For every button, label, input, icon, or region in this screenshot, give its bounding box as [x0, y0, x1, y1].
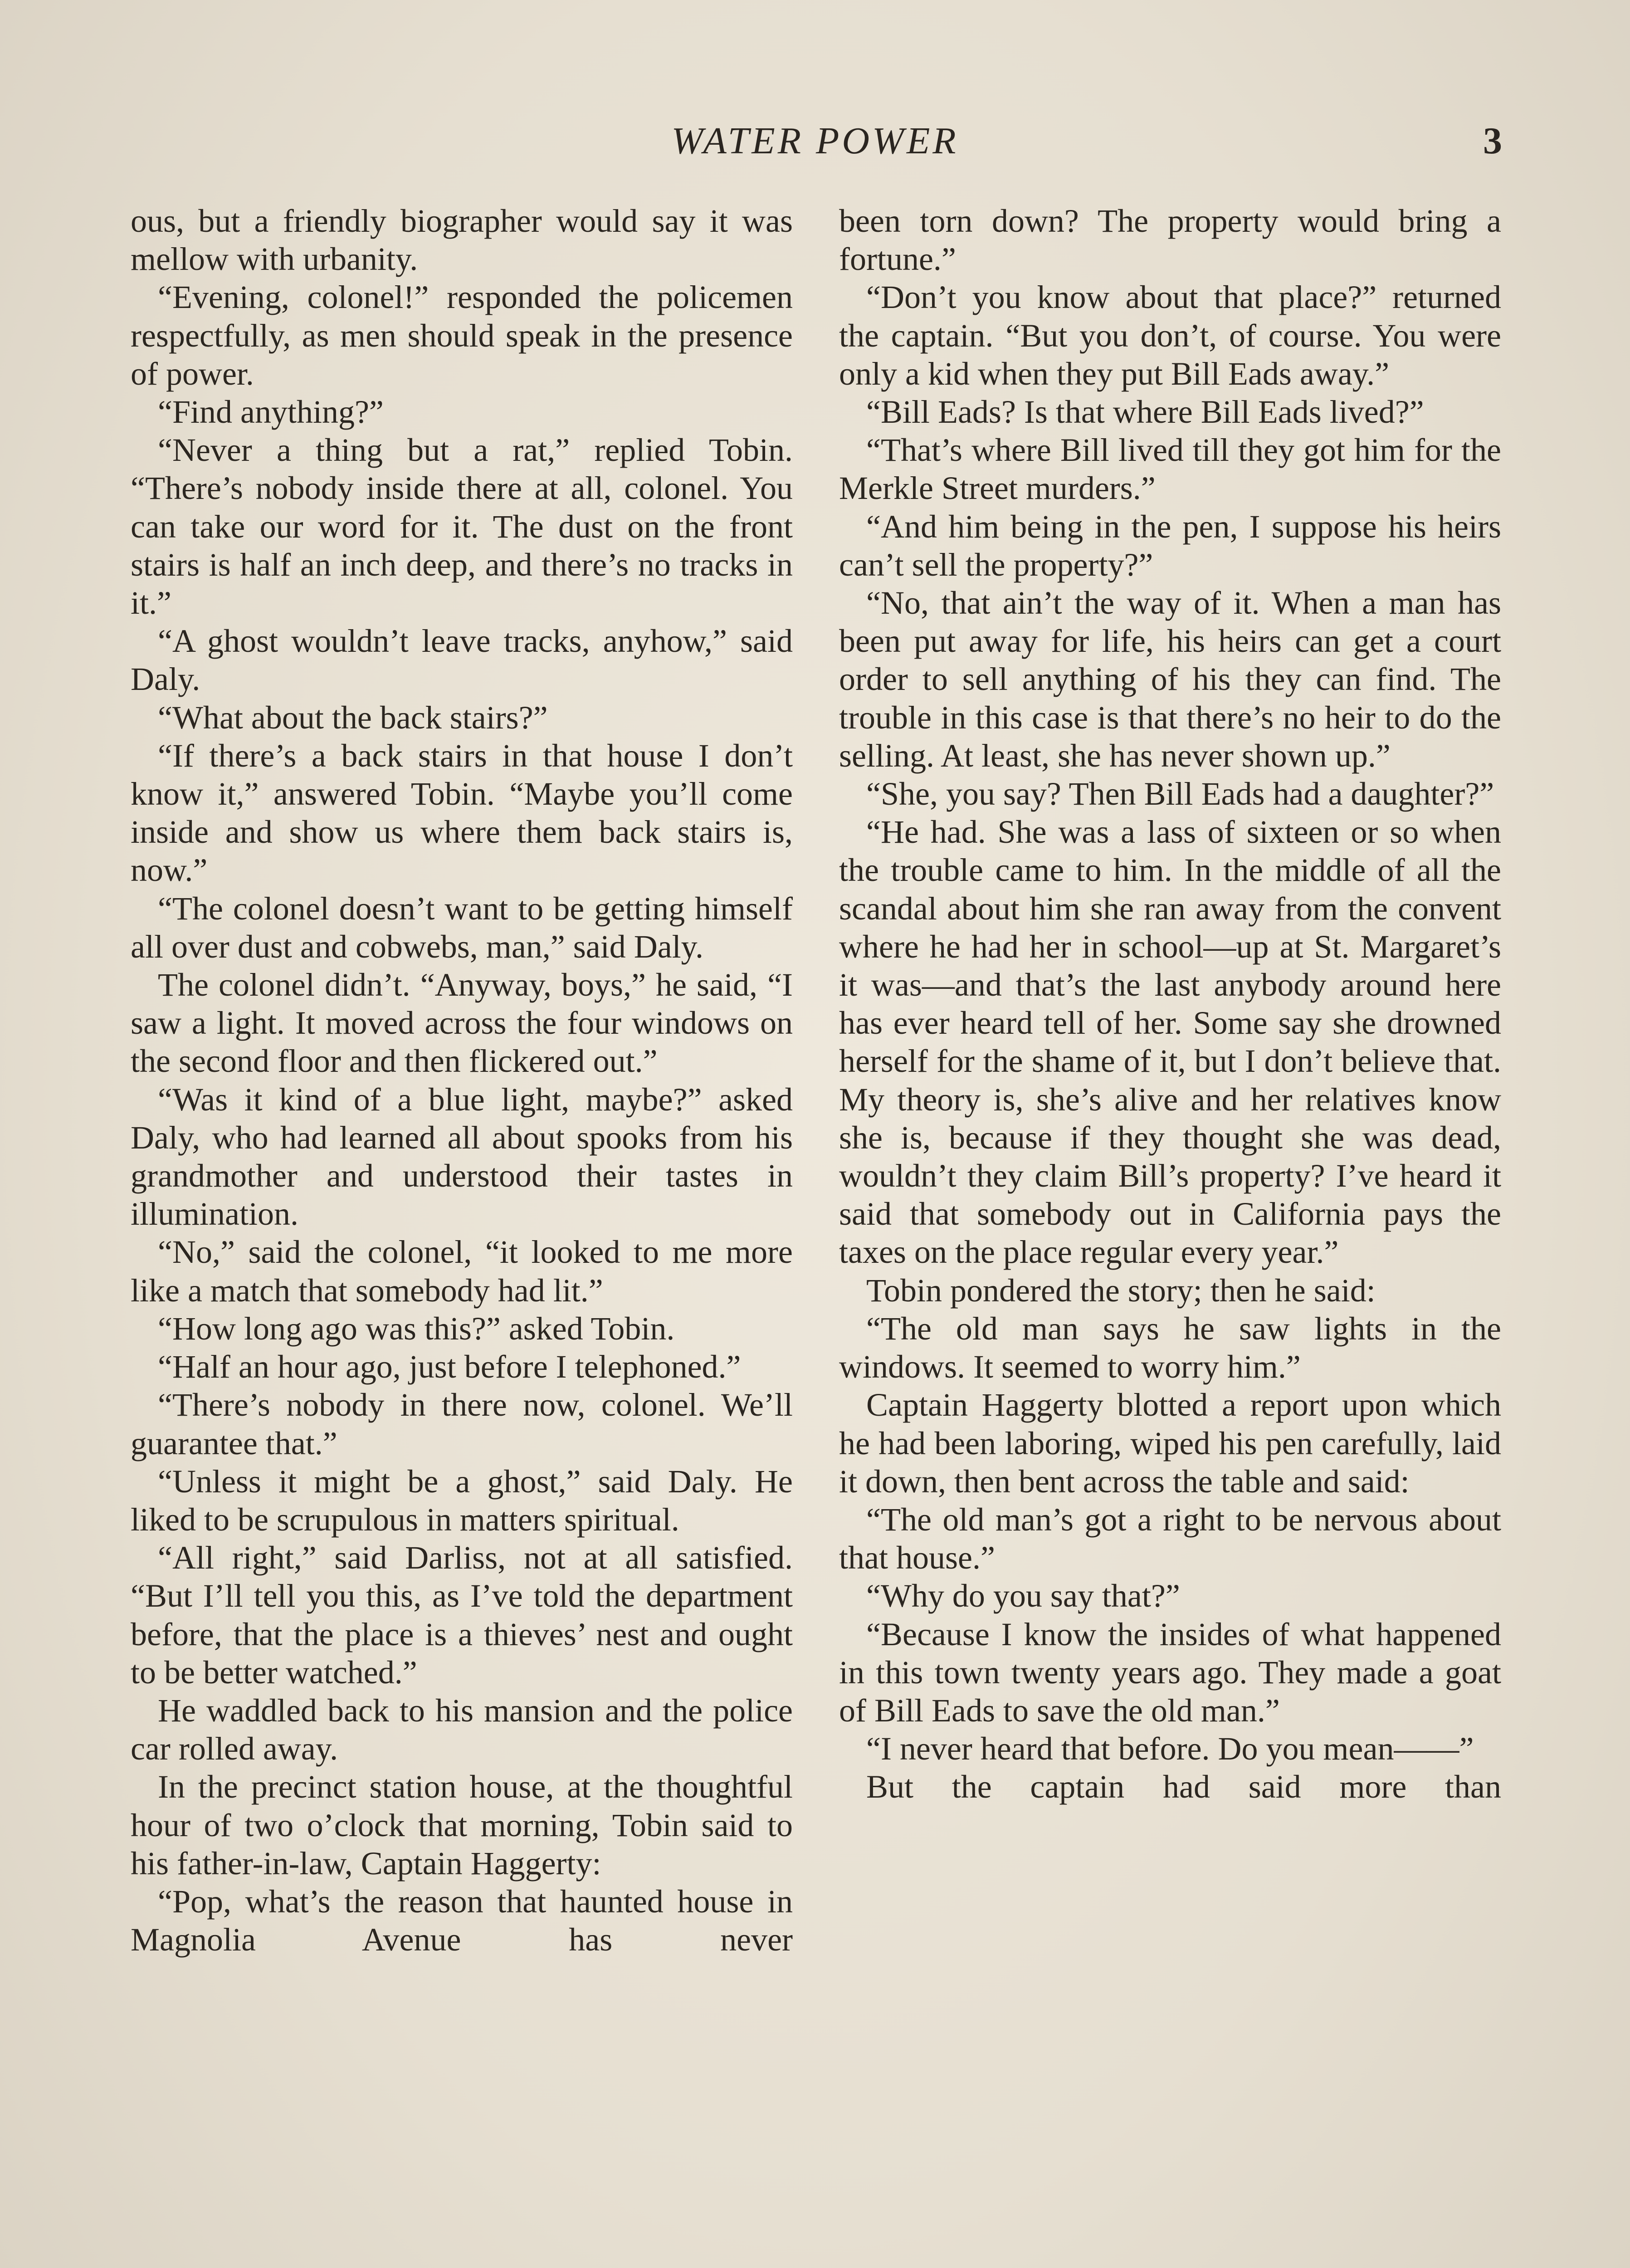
paragraph: In the precinct station house, at the thoughtful hour of two o’clock that morning, Tobin said to his father-in-law, Captain Haggerty: — [131, 1769, 793, 1882]
paragraph: “I never heard that before. Do you mean——” — [866, 1730, 1474, 1767]
paragraph: Tobin pondered the story; then he said: — [866, 1272, 1376, 1309]
paragraph: He waddled back to his mansion and the police car rolled away. — [131, 1692, 793, 1767]
paragraph: “Because I know the insides of what happened in this town twenty years ago. They made a goat of Bill Eads to save the old man.” — [839, 1616, 1501, 1729]
paragraph: “That’s where Bill lived till they got him for the Merkle Street murders.” — [839, 432, 1501, 507]
paragraph: ous, but a friendly biographer would say it was mellow with urbanity. — [131, 203, 793, 278]
paragraph: But the captain had said more than — [866, 1769, 1501, 1805]
paragraph: “Unless it might be a ghost,” said Daly. He liked to be scrupulous in matters spiritual. — [131, 1463, 793, 1538]
left-text-column — [131, 202, 793, 2268]
paragraph: “The old man’s got a right to be nervous about that house.” — [839, 1501, 1501, 1576]
paragraph: “He had. She was a lass of sixteen or so when the trouble came to him. In the middle of all the scandal about him she ran away from the convent where he had her in school—up at St. Margaret’s it was—and that’s the last anybody around here has ever heard tell of her. Some say she drowned herself for the shame of it, but I don’t believe that. My theory is, she’s alive and her relatives know she is, because if they thought she was dead, wouldn’t they claim Bill’s property? I’ve heard it said that somebody out in California pays the taxes on the place regular every year.” — [839, 814, 1501, 1271]
paragraph: “If there’s a back stairs in that house I don’t know it,” answered Tobin. “Maybe you’ll come inside and show us where them back stairs is, now.” — [131, 737, 793, 889]
paragraph: “A ghost wouldn’t leave tracks, anyhow,” said Daly. — [131, 623, 793, 698]
paragraph: Captain Haggerty blotted a report upon which he had been laboring, wiped his pen carefully, laid it down, then bent across the table and said: — [839, 1387, 1501, 1500]
running-title: WATER POWER — [671, 120, 959, 162]
page-number: 3 — [1483, 120, 1502, 162]
paragraph: “Pop, what’s the reason that haunted house in Magnolia Avenue has never — [131, 1883, 793, 1958]
paragraph: “Half an hour ago, just before I telephoned.” — [158, 1349, 741, 1385]
paragraph: “She, you say? Then Bill Eads had a daughter?” — [866, 776, 1494, 812]
paragraph: “Don’t you know about that place?” returned the captain. “But you don’t, of course. You were only a kid when they put Bill Eads away.” — [839, 279, 1501, 392]
right-text-column — [839, 202, 1501, 2268]
paragraph: “Bill Eads? Is that where Bill Eads lived?” — [866, 394, 1424, 430]
paragraph: “Why do you say that?” — [866, 1578, 1180, 1614]
paragraph: been torn down? The property would bring a fortune.” — [839, 203, 1501, 278]
paragraph: “Find anything?” — [158, 394, 384, 430]
page-header — [0, 119, 1630, 169]
paragraph: The colonel didn’t. “Anyway, boys,” he said, “I saw a light. It moved across the four windows on the second floor and then flickered out.” — [131, 967, 793, 1080]
paragraph: “All right,” said Darliss, not at all satisfied. “But I’ll tell you this, as I’ve told the department before, that the place is a thieves’ nest and ought to be better watched.” — [131, 1540, 793, 1691]
paragraph: “And him being in the pen, I suppose his heirs can’t sell the property?” — [839, 508, 1501, 583]
paragraph: “Was it kind of a blue light, maybe?” asked Daly, who had learned all about spooks from his grandmother and understood their tastes in illumination. — [131, 1081, 793, 1232]
paragraph: “The old man says he saw lights in the windows. It seemed to worry him.” — [839, 1310, 1501, 1385]
paragraph: “There’s nobody in there now, colonel. We’ll guarantee that.” — [131, 1387, 793, 1461]
paragraph: “The colonel doesn’t want to be getting himself all over dust and cobwebs, man,” said Daly. — [131, 890, 793, 965]
paragraph: “Evening, colonel!” responded the policemen respectfully, as men should speak in the presence of power. — [131, 279, 793, 392]
paragraph: “What about the back stairs?” — [158, 699, 548, 736]
paragraph: “No,” said the colonel, “it looked to me more like a match that somebody had lit.” — [131, 1234, 793, 1309]
paragraph: “No, that ain’t the way of it. When a man has been put away for life, his heirs can get a court order to sell anything of his they can find. The trouble in this case is that there’s no heir to do the selling. At least, she has never shown up.” — [839, 585, 1501, 774]
paragraph: “How long ago was this?” asked Tobin. — [158, 1310, 675, 1347]
paragraph: “Never a thing but a rat,” replied Tobin. “There’s nobody inside there at all, colonel. You can take our word for it. The dust on the front stairs is half an inch deep, and there’s no tracks in it.” — [131, 432, 793, 621]
